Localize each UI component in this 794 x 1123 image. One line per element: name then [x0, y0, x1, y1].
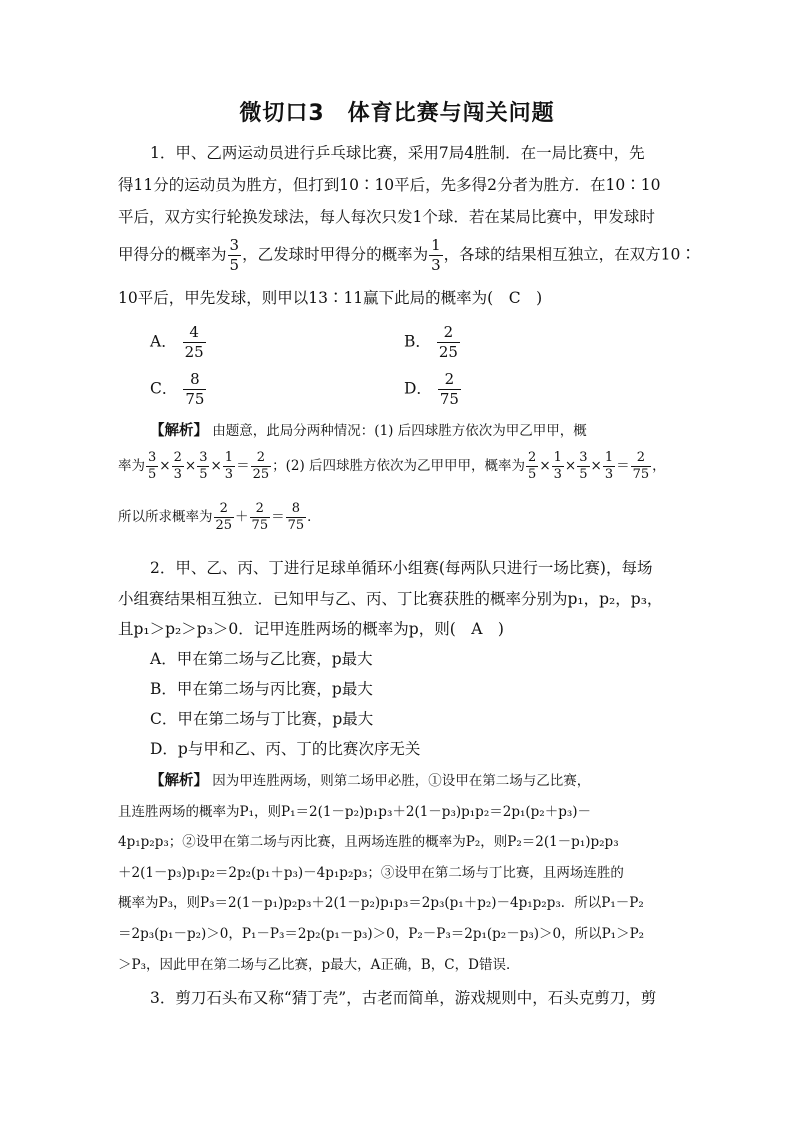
q1-option-d — [404, 370, 462, 409]
q1-solution-2a: 率为 — [118, 458, 145, 474]
q1-option-b — [404, 323, 461, 362]
frac-1-3: $\frac{1}{3}$ — [224, 450, 234, 482]
q1-line-4 — [118, 236, 696, 275]
q2-line-1: 2．甲、乙、丙、丁进行足球单循环小组赛(每两队只进行一场比赛)，每场 — [150, 559, 653, 577]
q2-solution-5: 概率为P₃，则P₃＝2(1－p₁)p₂p₃＋2(1－p₂)p₁p₃＝2p₃(p₁＋p₂)－4p₁p₂p₃．所以P₁－P₂ — [118, 895, 644, 911]
q1-solution-1-text: 由题意，此局分两种情况：(1) 后四球胜方依次为甲乙甲甲，概 — [212, 423, 587, 439]
q1-line-4a: 甲得分的概率为 — [118, 245, 227, 264]
frac-2-75: $\frac{2}{75}$ — [632, 450, 650, 482]
solution-tag-2: 【解析】 — [150, 773, 208, 789]
q2-solution-3: 4p₁p₂p₃；②设甲在第二场与丙比赛，且两场连胜的概率为P₂，则P₂＝2(1－p₁)p₂p₃ — [118, 834, 619, 850]
option-c-fraction: $\frac{8}{75}$ — [185, 370, 205, 408]
option-c-label: C． — [150, 379, 178, 398]
solution-tag: 【解析】 — [150, 423, 208, 439]
q2-solution-1-text: 因为甲连胜两场，则第二场甲必胜，①设甲在第二场与乙比赛， — [212, 773, 591, 789]
q2-option-d: D．p与甲和乙、丙、丁的比赛次序无关 — [150, 740, 421, 758]
q2-solution-4: ＋2(1－p₃)p₁p₂＝2p₂(p₁＋p₃)－4p₁p₂p₃；③设甲在第二场与丁比赛，且两场连胜的 — [118, 865, 624, 881]
option-b-fraction: $\frac{2}{25}$ — [438, 323, 458, 361]
option-a-label: A． — [150, 332, 177, 351]
q1-line-4b: ，乙发球时甲得分的概率为 — [242, 245, 429, 264]
q1-line-2: 得11分的运动员为胜方，但打到10∶10平后，先多得2分者为胜方．在10∶10 — [118, 176, 661, 194]
q1-option-a — [150, 323, 207, 362]
frac-3-5b: $\frac{3}{5}$ — [199, 450, 208, 482]
frac-2-5: $\frac{2}{5}$ — [528, 450, 537, 482]
q1-solution-3: 所以所求概率为 $\frac{2}{25}$ ＋ $\frac{2}{75}$ ＝ $\frac{8}{75}$ ． — [118, 501, 321, 533]
option-a-fraction: $\frac{4}{25}$ — [184, 323, 204, 361]
frac-2-3: $\frac{2}{3}$ — [173, 450, 182, 482]
option-d-fraction: $\frac{2}{75}$ — [439, 370, 459, 408]
page-title: 微切口3 体育比赛与闯关问题 — [239, 101, 555, 126]
q2-solution-1 — [150, 771, 712, 791]
q1-solution-3a: 所以所求概率为 — [118, 509, 213, 525]
frac-1-3c: $\frac{1}{3}$ — [604, 450, 614, 482]
q1-line-3: 平后，双方实行轮换发球法，每人每次只发1个球．若在某局比赛中，甲发球时 — [118, 208, 655, 226]
q1-solution-1 — [150, 421, 712, 441]
q1-option-c — [150, 370, 207, 409]
q2-option-b: B．甲在第二场与丙比赛，p最大 — [150, 680, 373, 698]
q2-option-a: A．甲在第二场与乙比赛，p最大 — [150, 650, 373, 668]
q1-line-5: 10平后，甲先发球，则甲以13∶11赢下此局的概率为( C ) — [118, 289, 543, 307]
q3-line-1: 3．剪刀石头布又称“猜丁壳”，古老而简单，游戏规则中，石头克剪刀，剪 — [150, 989, 657, 1007]
frac-2-25: $\frac{2}{25}$ — [252, 450, 270, 482]
q2-solution-7: ＞P₃，因此甲在第二场与乙比赛，p最大，A正确，B，C，D错误． — [118, 957, 520, 973]
q1-line-1: 1．甲、乙两运动员进行乒乓球比赛，采用7局4胜制．在一局比赛中，先 — [150, 144, 645, 162]
fraction-3-5: $\frac{3}{5}$ — [229, 236, 240, 274]
frac-3-5: $\frac{3}{5}$ — [148, 450, 157, 482]
frac-2-75b: $\frac{2}{75}$ — [251, 501, 269, 533]
q1-line-4c: ，各球的结果相互独立，在双方10∶ — [443, 245, 696, 264]
option-d-label: D． — [404, 379, 432, 398]
q2-solution-6: ＝2p₃(p₁－p₂)＞0，P₁－P₃＝2p₂(p₁－p₃)＞0，P₂－P₃＝2p₁(p₂－p₃)＞0，所以P₁＞P₂ — [118, 926, 645, 942]
option-b-label: B． — [404, 332, 431, 351]
q2-solution-2: 且连胜两场的概率为P₁，则P₁＝2(1－p₂)p₁p₃＋2(1－p₃)p₁p₂＝2p₁(p₂＋p₃)－ — [118, 804, 592, 820]
q1-solution-2b: ；(2) 后四球胜方依次为乙甲甲甲，概率为 — [272, 458, 526, 474]
q2-line-3: 且p₁＞p₂＞p₃＞0．记甲连胜两场的概率为p，则( A ) — [118, 620, 504, 638]
q1-solution-2: 率为 $\frac{3}{5}$ × $\frac{2}{3}$ × $\frac{3}{5}$ × $\frac{1}{3}$ ＝ $\frac{2}{25}$ ；(2) 后四球胜方依次为乙甲甲甲，概率为 $\frac{2}{5}$ × $\frac{1}{3}$ × $\frac{3}{5}$ × $\frac{1}{3}$ ＝ $\frac{2}{75}$ ， — [118, 450, 666, 482]
q2-option-c: C．甲在第二场与丁比赛，p最大 — [150, 710, 374, 728]
frac-2-25b: $\frac{2}{25}$ — [215, 501, 233, 533]
frac-8-75: $\frac{8}{75}$ — [287, 501, 305, 533]
q2-line-2: 小组赛结果相互独立．已知甲与乙、丙、丁比赛获胜的概率分别为p₁，p₂，p₃， — [118, 590, 663, 608]
fraction-1-3: $\frac{1}{3}$ — [431, 236, 441, 274]
frac-3-5c: $\frac{3}{5}$ — [579, 450, 588, 482]
frac-1-3b: $\frac{1}{3}$ — [553, 450, 562, 482]
